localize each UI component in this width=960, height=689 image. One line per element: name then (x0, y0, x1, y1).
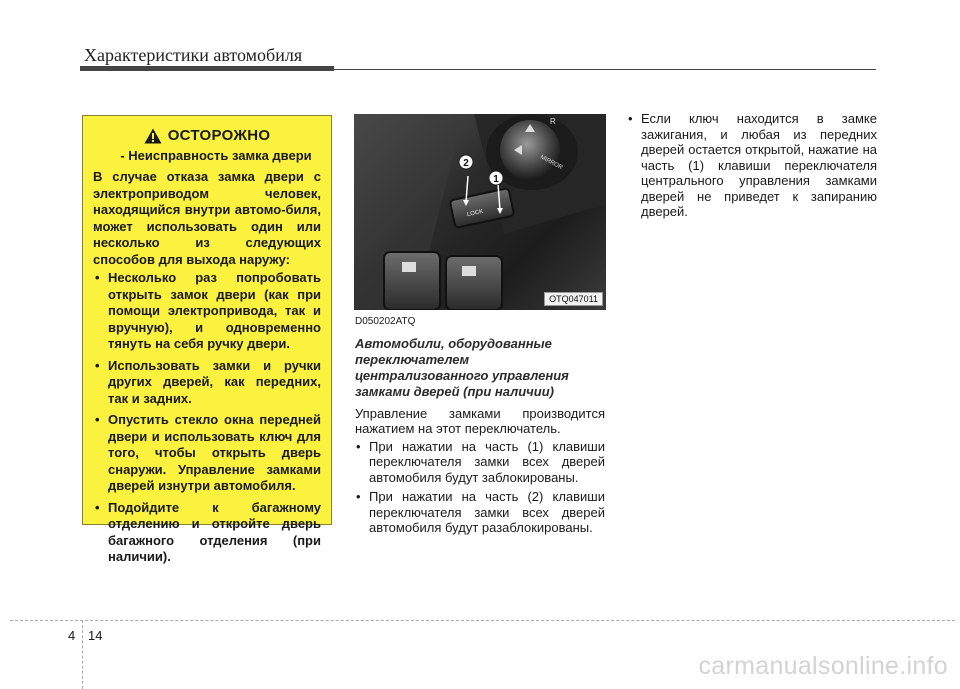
warning-list (93, 270, 321, 566)
warning-subtitle: - Неисправность замка двери (120, 147, 312, 163)
mirror-label: MIRROR (539, 154, 564, 172)
warning-item: • Несколько раз попробовать открыть замок двери (как при помощи электропривода, так и вручную), и одновременно тянуть на себя ручку двери. (93, 270, 321, 353)
mirror-r-label: R (550, 117, 556, 126)
callout-2: 2 (463, 158, 469, 169)
section-item: • При нажатии на часть (1) клавиши переключателя замки всех дверей автомобиля будут заблокированы. (355, 439, 605, 486)
section-item: • Если ключ находится в замке зажигания, и любая из передних дверей остается открытой, нажатие на часть (1) клавиши переключателя центрального управления замками дверей не приведет к запиранию дверей. (627, 111, 877, 220)
warning-item: • Опустить стекло окна передней двери и использовать ключ для того, чтобы открыть дверь снаружи. Управление замками дверей изнутри автомобиля. (93, 412, 321, 495)
chapter-number: 4 (68, 628, 76, 643)
warning-item: • Подойдите к багажному отделению и откройте дверь багажного отделения (при наличии). (93, 500, 321, 566)
page-number: 14 (88, 628, 103, 643)
warning-title: ОСТОРОЖНО (167, 127, 271, 144)
warning-heading (93, 128, 321, 145)
header-rule (80, 69, 876, 70)
photo-code: OTQ047011 (544, 292, 603, 306)
callout-1: 1 (493, 174, 499, 185)
lock-label: LOCK (466, 208, 484, 219)
window-icon (402, 262, 416, 272)
header-title: Характеристики автомобиля (84, 45, 303, 65)
section-list (355, 439, 605, 536)
warning-intro: В случае отказа замка двери с электроприводом человек, находящийся внутри автомо-биля, может использовать один или несколько из следующих способов для выхода наружу: (93, 169, 321, 267)
section-item: • При нажатии на часть (2) клавиши переключателя замки всех дверей автомобиля будут разаблокированы. (355, 489, 605, 536)
footer-rule (10, 620, 955, 621)
section-title: Автомобили, оборудованные переключателем централизованного управления замками дверей (при наличии) (355, 335, 569, 399)
section-main (355, 314, 605, 540)
watermark: carmanualsonline.info (698, 652, 948, 680)
door-lock-switch-photo (354, 114, 606, 310)
window-switch-left (384, 252, 440, 310)
section-code: D050202ATQ (355, 316, 416, 327)
footer-divider (82, 620, 83, 689)
section-right-list (627, 111, 877, 220)
warning-box (82, 115, 332, 564)
window-icon (462, 266, 476, 276)
window-switch-right (446, 256, 502, 310)
switch-illustration (354, 114, 606, 310)
warning-item: • Использовать замки и ручки других дверей, как передних, так и задних. (93, 358, 321, 408)
warning-triangle-icon (144, 128, 162, 144)
section-continued (627, 111, 877, 224)
section-intro: Управление замками производится нажатием на этот переключатель. (355, 405, 605, 436)
